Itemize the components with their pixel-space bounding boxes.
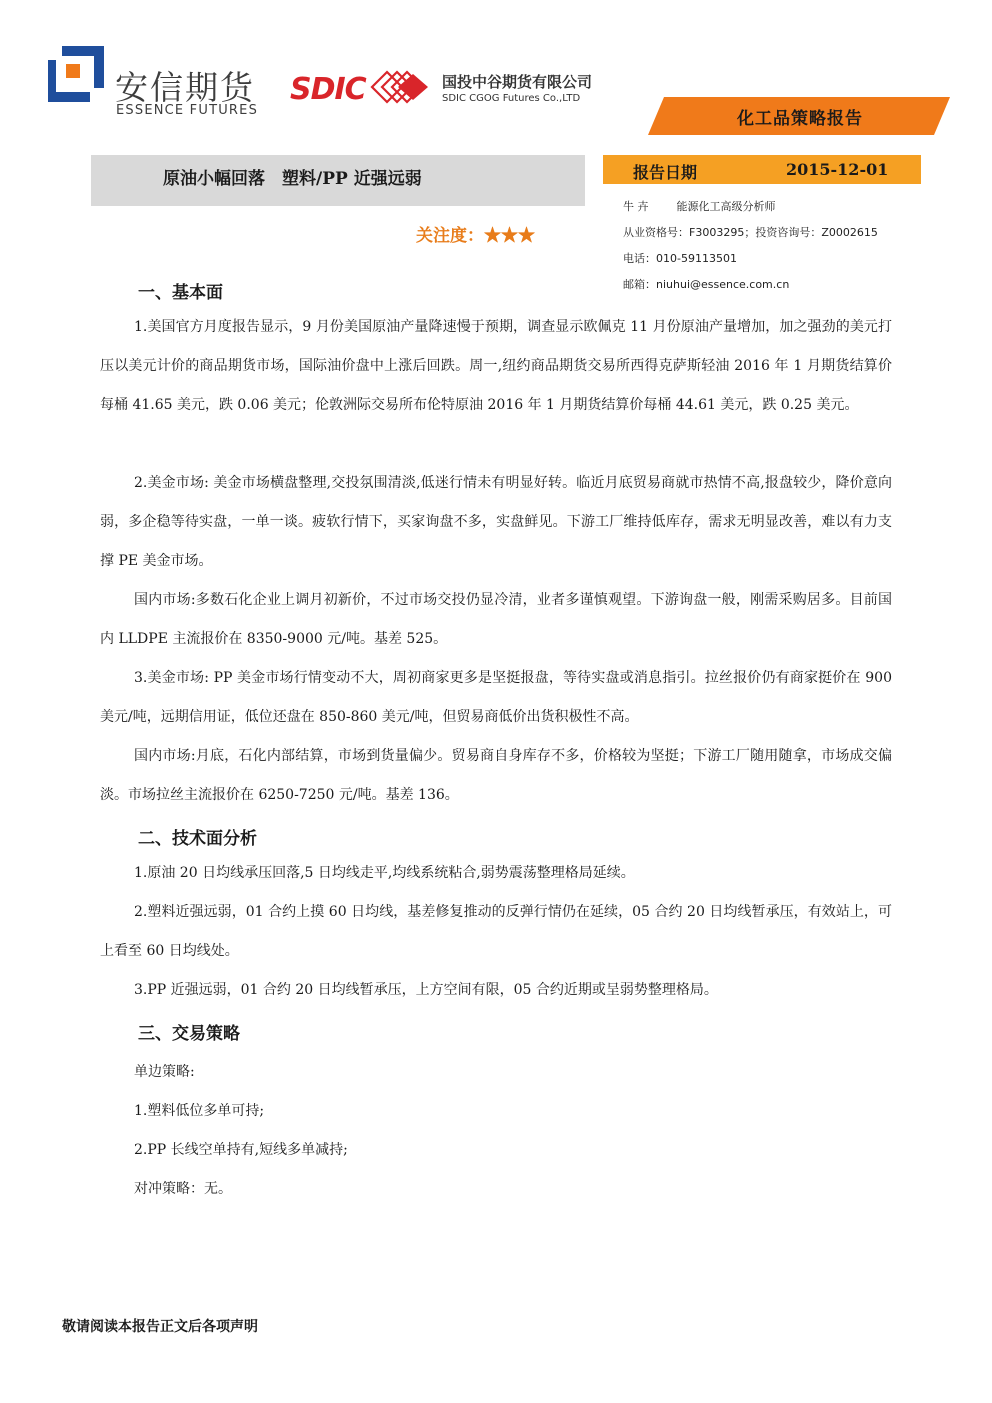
strategy-item-plastic: 1.塑料低位多单可持;: [134, 1103, 265, 1119]
sdic-diamond-icon: [368, 68, 430, 106]
analyst-license: 从业资格号：F3003295；投资咨询号：Z0002615: [623, 226, 878, 239]
strategy-item-pp: 2.PP 长线空单持有,短线多单减持;: [134, 1142, 348, 1158]
paragraph-pe-domestic: 国内市场:多数石化企业上调月初新价，不过市场交投仍显冷清，业者多谨慎观望。下游询盘一般，刚需采购居多。目前国内 LLDPE 主流报价在 8350-9000 元/吨。基差 525。: [100, 592, 892, 647]
essence-logo-icon: [48, 46, 104, 102]
analyst-line: [623, 198, 776, 214]
sdic-logo-text: SDIC: [290, 72, 366, 107]
section-heading-strategy: 三、交易策略: [138, 1024, 240, 1044]
attention-rating: 关注度：★★★: [416, 226, 535, 246]
footer-disclaimer: 敬请阅读本报告正文后各项声明: [62, 1319, 258, 1335]
paragraph-tech-pp: 3.PP 近强远弱，01 合约 20 日均线暂承压，上方空间有限，05 合约近期或呈弱势整理格局。: [134, 982, 718, 998]
sdic-company-en: SDIC CGOG Futures Co.,LTD: [442, 93, 581, 104]
section-heading-technical: 二、技术面分析: [138, 829, 257, 849]
report-title: 原油小幅回落 塑料/PP 近强远弱: [163, 169, 422, 189]
strategy-single-label: 单边策略:: [134, 1064, 195, 1080]
strategy-hedge: 对冲策略：无。: [134, 1181, 232, 1197]
analyst-name: 牛 卉: [623, 200, 649, 213]
analyst-role: 能源化工高级分析师: [676, 200, 776, 213]
report-date-value: 2015-12-01: [786, 160, 889, 179]
paragraph-pp-domestic: 国内市场:月底，石化内部结算，市场到货量偏少。贸易商自身库存不多，价格较为坚挺；下游工厂随用随拿，市场成交偏淡。市场拉丝主流报价在 6250-7250 元/吨。基差 136。: [100, 748, 892, 803]
report-type-label: 化工品策略报告: [737, 109, 863, 129]
paragraph-pe-usd-market: 2.美金市场: 美金市场横盘整理,交投氛围清淡,低迷行情未有明显好转。临近月底贸易商就市热情不高,报盘较少，降价意向弱，多企稳等待实盘，一单一谈。疲软行情下，买家询盘不多，实盘鲜见。下游工厂维持低库存，需求无明显改善，难以有力支撑 PE 美金市场。: [100, 475, 892, 569]
analyst-phone: 电话：010-59113501: [623, 252, 737, 265]
sdic-company-cn: 国投中谷期货有限公司: [442, 73, 593, 91]
paragraph-tech-crude: 1.原油 20 日均线承压回落,5 日均线走平,均线系统粘合,弱势震荡整理格局延续。: [134, 865, 635, 881]
paragraph-tech-plastic: 2.塑料近强远弱，01 合约上摸 60 日均线，基差修复推动的反弹行情仍在延续，05 合约 20 日均线暂承压，有效站上，可上看至 60 日均线处。: [100, 904, 892, 959]
essence-logo-cn: 安信期货: [115, 68, 255, 107]
section-heading-fundamentals: 一、基本面: [138, 283, 223, 303]
report-date-label: 报告日期: [633, 163, 698, 182]
paragraph-pp-usd-market: 3.美金市场: PP 美金市场行情变动不大，周初商家更多是坚挺报盘，等待实盘或消息指引。拉丝报价仍有商家挺价在 900 美元/吨，远期信用证，低位还盘在 850-860 美元/吨，但贸易商低价出货积极性不高。: [100, 670, 892, 725]
paragraph-crude-oil: 1.美国官方月度报告显示，9 月份美国原油产量降速慢于预期，调查显示欧佩克 11 月份原油产量增加，加之强劲的美元打压以美元计价的商品期货市场，国际油价盘中上涨后回跌。周一,纽约商品期货交易所西得克萨斯轻油 2016 年 1 月期货结算价每桶 41.65 美元，跌 0.06 美元；伦敦洲际交易所布伦特原油 2016 年 1 月期货结算价每桶 44.61 美元，跌 0.25 美元。: [100, 319, 892, 413]
essence-logo-en: ESSENCE FUTURES: [116, 103, 259, 118]
analyst-email[interactable]: 邮箱：niuhui@essence.com.cn: [623, 278, 790, 291]
